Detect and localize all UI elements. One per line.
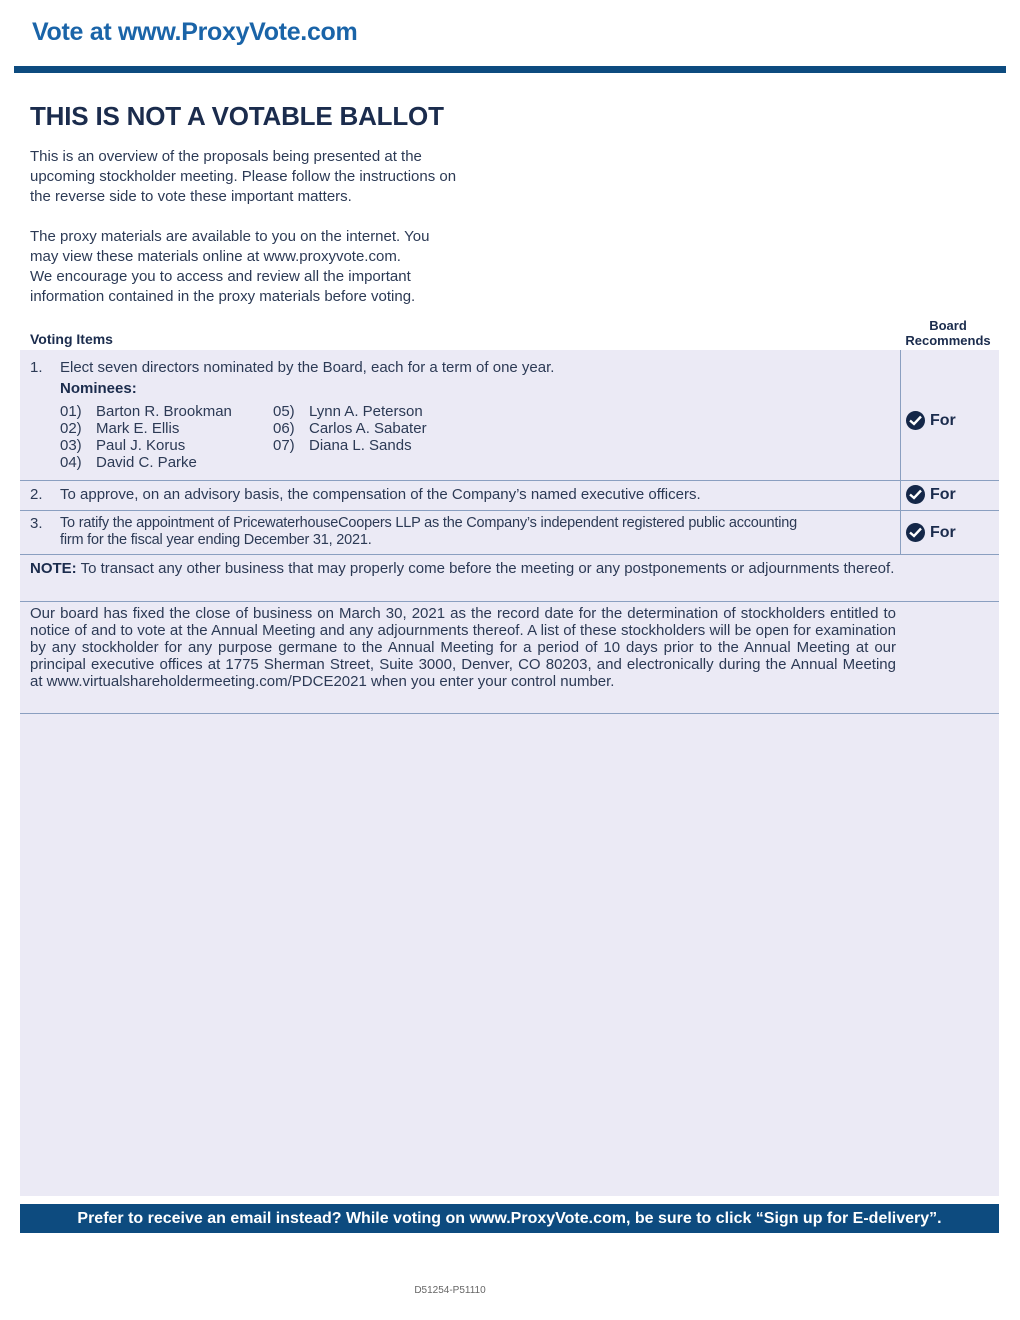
- item-text-line: firm for the fiscal year ending December 31, 2021.: [60, 532, 372, 548]
- materials-paragraph: [30, 227, 500, 307]
- item-text: To approve, on an advisory basis, the compensation of the Company’s named executive officers.: [60, 486, 701, 503]
- nominee-entry: 05) Lynn A. Peterson: [273, 403, 423, 420]
- header-title: Vote at www.ProxyVote.com: [32, 18, 358, 46]
- note-text: [30, 560, 896, 577]
- item-number: 1.: [30, 359, 43, 376]
- intro-line: This is an overview of the proposals being presented at the: [30, 148, 422, 165]
- row-divider: [20, 480, 999, 481]
- nominee-list-left: [60, 403, 232, 471]
- check-circle-icon: [906, 485, 925, 504]
- row-divider: [20, 713, 999, 714]
- check-circle-icon: [906, 411, 925, 430]
- notice-title: THIS IS NOT A VOTABLE BALLOT: [30, 101, 444, 131]
- recommendation-label: For: [930, 485, 956, 503]
- nominee-entry: 01) Barton R. Brookman: [60, 403, 232, 420]
- row-divider: [20, 554, 999, 555]
- row-divider: [20, 601, 999, 602]
- check-circle-icon: [906, 523, 925, 542]
- edelivery-banner: Prefer to receive an email instead? While voting on www.ProxyVote.com, be sure to click “Sign up for E-delivery”.: [20, 1204, 999, 1233]
- intro-line: upcoming stockholder meeting. Please follow the instructions on: [30, 168, 457, 185]
- board-header-line: Board: [929, 318, 967, 333]
- nominee-entry: 07) Diana L. Sands: [273, 437, 412, 454]
- materials-line: We encourage you to access and review all the important: [30, 268, 411, 285]
- nominee-entry: 03) Paul J. Korus: [60, 437, 186, 454]
- voting-items-header: Voting Items: [30, 331, 113, 347]
- board-header-line: Recommends: [905, 333, 991, 348]
- voting-items-panel: [20, 350, 999, 1196]
- materials-line: The proxy materials are available to you on the internet. You: [30, 228, 430, 245]
- materials-line: information contained in the proxy materials before voting.: [30, 288, 416, 305]
- recommendation-item-1: [906, 411, 956, 430]
- item-number: 2.: [30, 486, 43, 503]
- note-body: To transact any other business that may properly come before the meeting or any postponements or adjournments thereof.: [80, 560, 895, 577]
- materials-line: may view these materials online at www.proxyvote.com.: [30, 248, 401, 265]
- nominee-entry: 06) Carlos A. Sabater: [273, 420, 427, 437]
- nominee-entry: 04) David C. Parke: [60, 454, 197, 471]
- nominee-list-right: [273, 403, 427, 454]
- recommendation-item-3: [906, 523, 956, 542]
- nominees-label: Nominees:: [60, 380, 137, 397]
- record-date-paragraph: Our board has fixed the close of business on March 30, 2021 as the record date for the determination of stockholders entitled to notice of and to vote at the Annual Meeting and any adjournments thereof. A list of these stockholders will be open for examination by any stockholder for any purpose germane to the Annual Meeting for a period of 10 days prior to the Annual Meeting at our principal executive offices at 1775 Sherman Street, Suite 3000, Denver, CO 80203, and electronically during the Annual Meeting at www.virtualshareholdermeeting.com/PDCE2021 when you enter your control number.: [30, 605, 896, 690]
- column-divider: [900, 350, 901, 554]
- recommendation-label: For: [930, 411, 956, 429]
- item-text-line: To ratify the appointment of PricewaterhouseCoopers LLP as the Company’s independent registered public accounting: [60, 515, 797, 531]
- board-recommends-header: [898, 318, 998, 348]
- recommendation-item-2: [906, 485, 956, 504]
- note-label: NOTE:: [30, 560, 77, 577]
- header-rule: [14, 66, 1006, 73]
- intro-paragraph: [30, 147, 500, 207]
- document-code: D51254-P51110: [414, 1285, 486, 1296]
- intro-line: the reverse side to vote these important matters.: [30, 188, 352, 205]
- nominee-entry: 02) Mark E. Ellis: [60, 420, 180, 437]
- recommendation-label: For: [930, 523, 956, 541]
- row-divider: [20, 510, 999, 511]
- item-number: 3.: [30, 515, 43, 532]
- item-text: Elect seven directors nominated by the Board, each for a term of one year.: [60, 359, 555, 376]
